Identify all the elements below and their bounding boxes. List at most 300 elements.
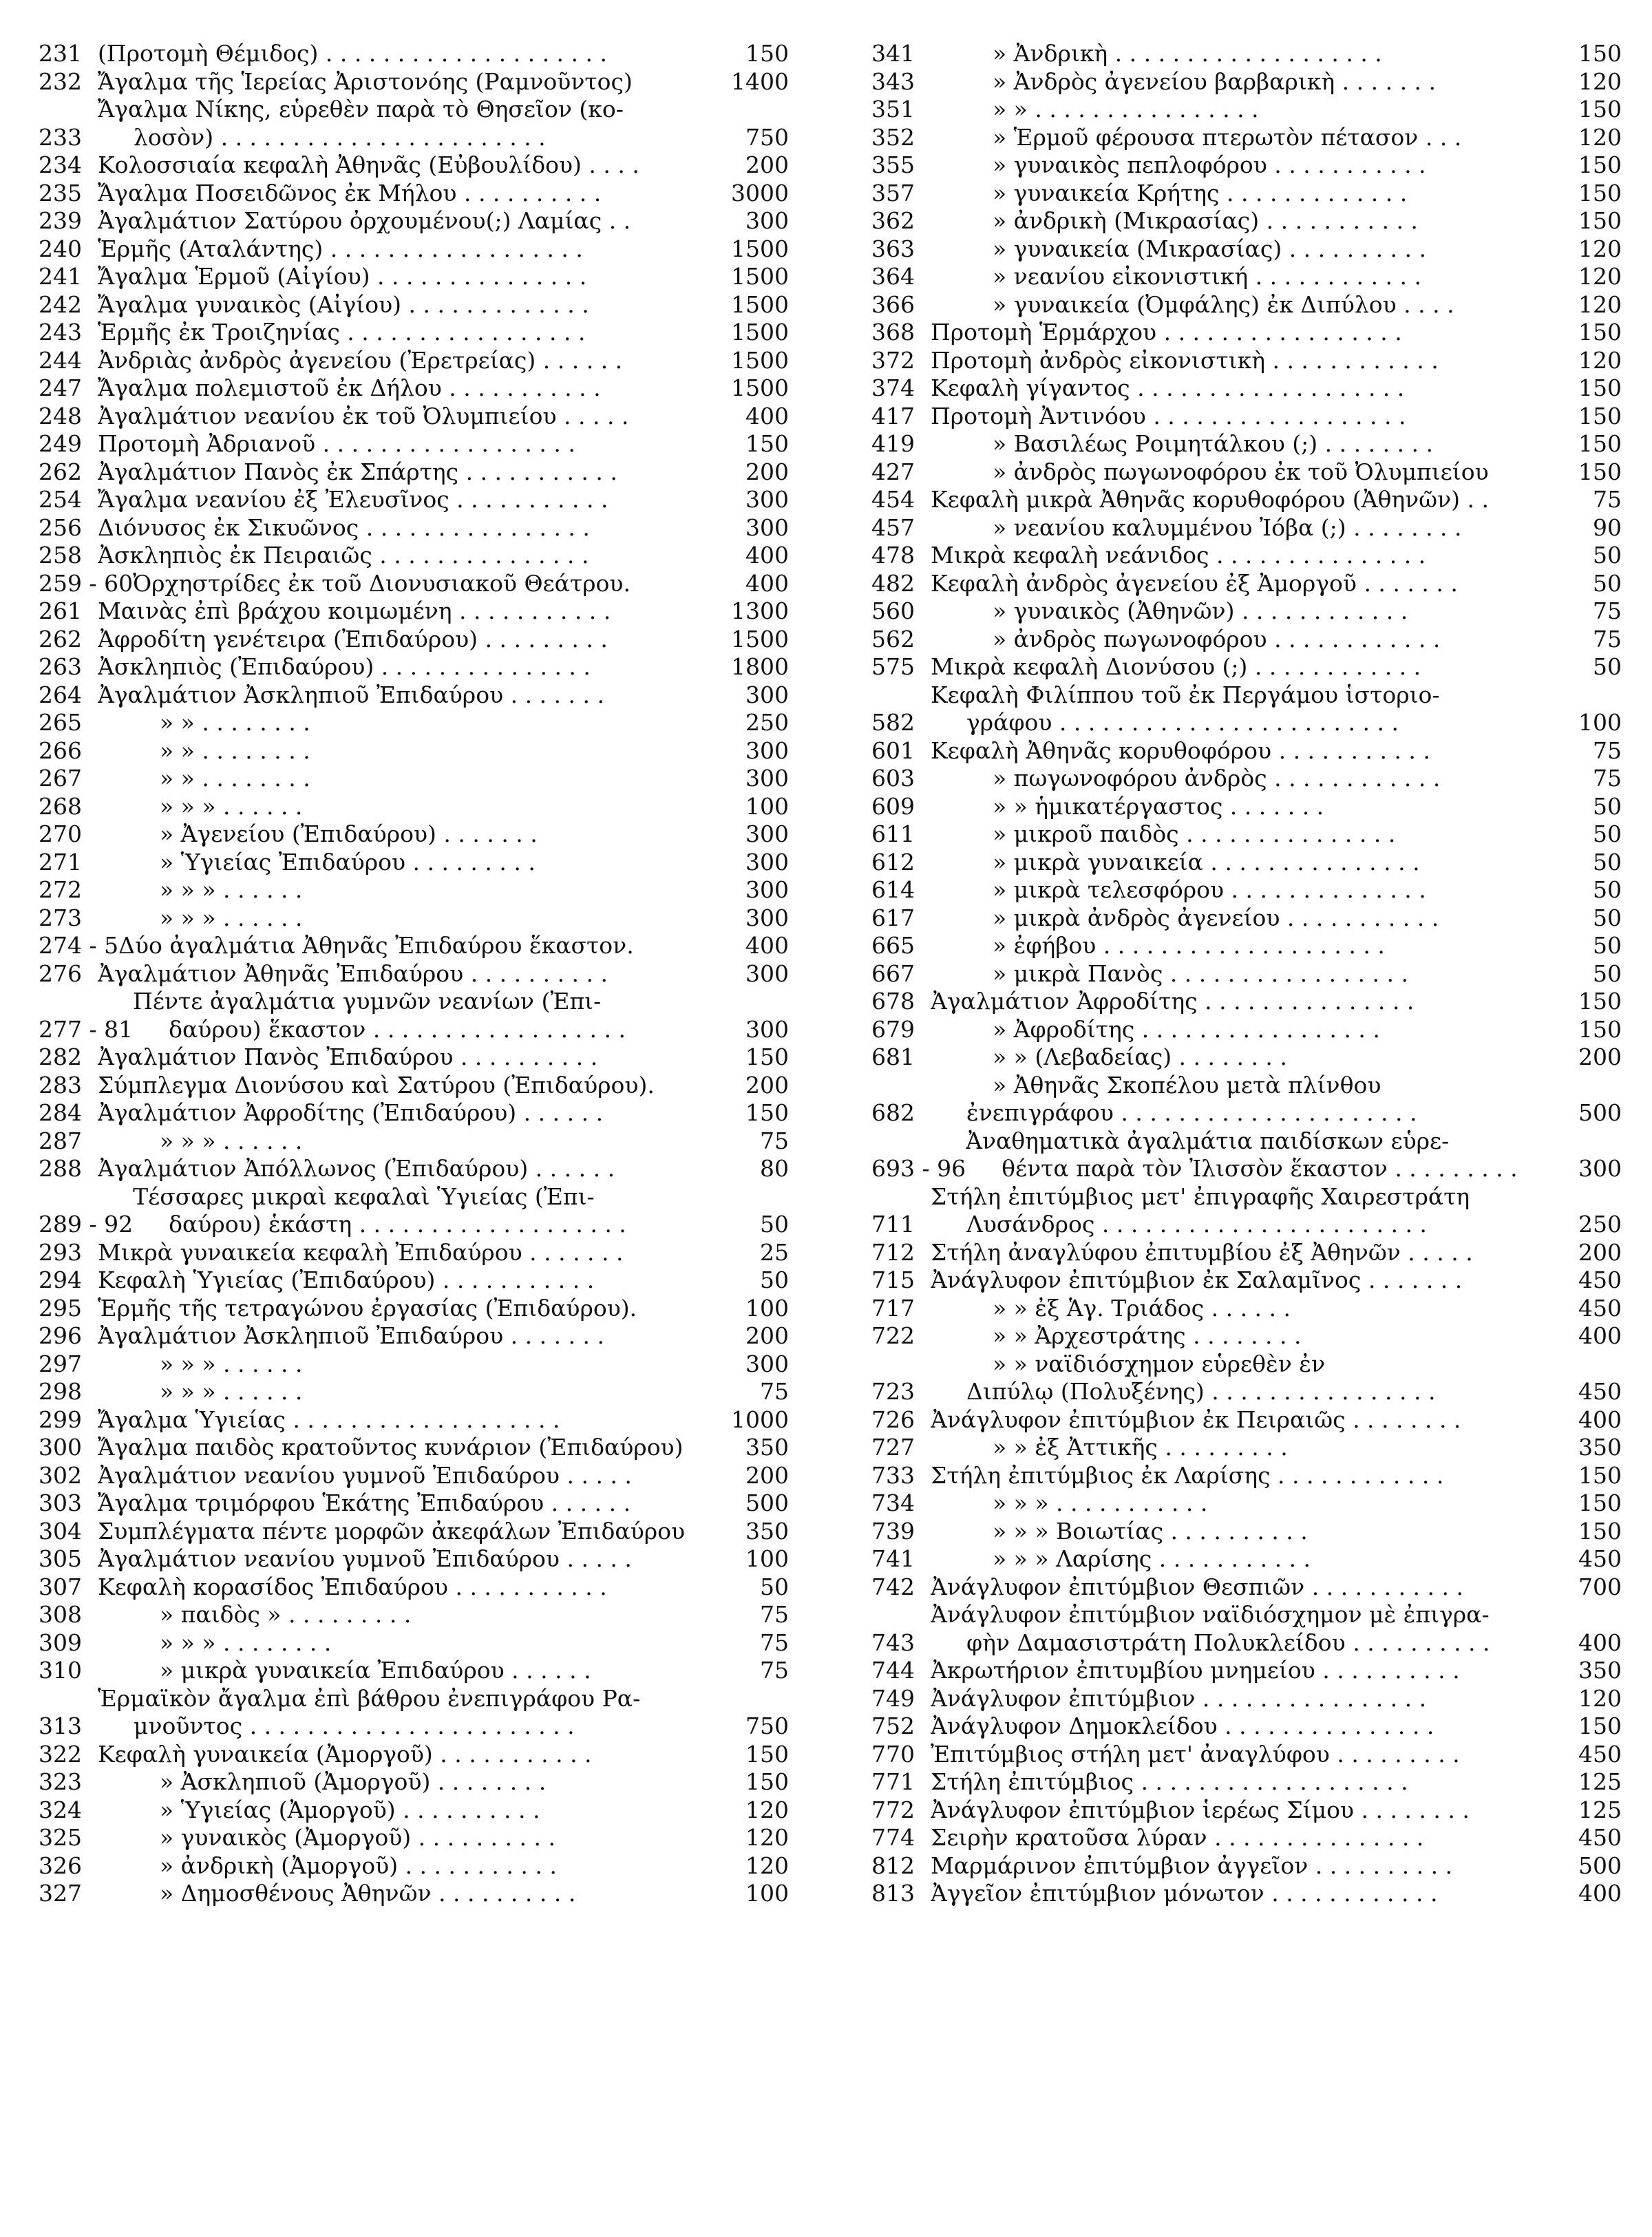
catalogue-entry [871,904,1622,933]
catalogue-entry [871,597,1622,626]
entry-description-line: » » ἐξ Ἀττικῆς . . . . . . . . . [993,1434,1288,1461]
entry-number: 235 [39,179,82,206]
catalogue-entry [39,1127,789,1156]
entry-price: 90 [1593,513,1622,541]
entry-price: 200 [745,1461,789,1489]
entry-description-line: Ἀνάγλυφον ἐπιτύμβιον Θεσπιῶν . . . . . . . . . . . [931,1573,1463,1600]
entry-price: 50 [1593,876,1622,903]
entry-number: 743 [871,1629,915,1656]
catalogue-entry [871,68,1622,96]
entry-number: 739 [871,1517,915,1545]
entry-price: 125 [1578,1768,1622,1795]
entry-price: 300 [745,848,789,876]
catalogue-entry [871,1796,1622,1825]
entry-description-line: λοσὸν) . . . . . . . . . . . . . . . . . . . . . . . [134,123,546,151]
catalogue-entry [871,458,1622,487]
entry-price: 450 [1578,1294,1622,1322]
entry-description [98,1295,723,1323]
entry-description-line: Κεφαλὴ ἀνδρὸς ἀγενείου ἐξ Ἀμοργοῦ . . . . . . . [931,569,1458,597]
entry-price: 750 [745,123,789,151]
entry-description-line: Ἀγαλμάτιον Σατύρου ὀρχουμένου(;) Λαμίας . . [98,207,631,234]
entry-number: 259 - 60 [39,569,134,597]
entry-number: 364 [871,263,915,290]
catalogue-entry [871,960,1622,988]
entry-description-line: Κεφαλὴ γυναικεία (Ἀμοργοῦ) . . . . . . . . . . . [98,1740,592,1768]
catalogue-entry [871,1239,1622,1267]
entry-number: 812 [871,1852,915,1879]
catalogue-entry [871,1741,1622,1769]
catalogue-entry [39,1741,789,1769]
entry-number: 419 [871,430,915,457]
entry-description [931,960,1556,988]
entry-description [931,1266,1556,1295]
entry-description [931,291,1556,319]
entry-number: 614 [871,876,915,903]
entry-description-line: » » (Λεβαδείας) . . . . . . . . [993,1043,1287,1070]
entry-number: 478 [871,542,915,569]
entry-number: 273 [39,904,82,931]
entry-description [931,124,1556,152]
entry-price: 300 [745,681,789,708]
catalogue-entry [39,876,789,904]
entry-description-line: Μαινὰς ἐπὶ βράχου κοιμωμένη . . . . . . . . . . . [98,597,611,624]
entry-description-line: » Δημοσθένους Ἀθηνῶν . . . . . . . . . . [160,1880,576,1907]
entry-description [931,1573,1556,1602]
entry-number: 262 [39,458,82,485]
entry-description-line: » » ἐξ Ἁγ. Τριάδος . . . . . . [993,1294,1291,1322]
entry-number: 357 [871,179,915,206]
catalogue-entry [871,1127,1622,1183]
entry-price: 150 [1578,40,1622,67]
entry-description-line: Κεφαλὴ γίγαντος . . . . . . . . . . . . . . . . . . . [931,374,1405,401]
entry-number: 366 [871,290,915,318]
catalogue-entry [39,932,789,960]
entry-description-line: » ἀνδρικὴ (Μικρασίας) . . . . . . . . . . . [993,207,1418,234]
entry-description [98,180,723,208]
entry-description [98,681,723,710]
entry-price: 1300 [731,597,789,624]
catalogue-entry [39,1518,789,1546]
entry-number: 611 [871,820,915,847]
catalogue-entry [871,849,1622,877]
entry-number: 712 [871,1238,915,1266]
entry-description [931,1657,1556,1685]
entry-description [931,263,1556,291]
catalogue-entry [871,1043,1622,1072]
catalogue-entry [871,1434,1622,1462]
entry-description [98,486,723,514]
entry-description-line: μνοῦντος . . . . . . . . . . . . . . . . . . . . . . . [134,1713,575,1739]
entry-description-line: Ἄγαλμα τριμόρφου Ἑκάτης Ἐπιδαύρου . . . . . . [98,1489,631,1516]
entry-price: 50 [1593,569,1622,597]
entry-price: 100 [745,1880,789,1907]
entry-price: 150 [1578,1713,1622,1739]
entry-description [98,849,723,877]
entry-price: 150 [1578,207,1622,234]
entry-price: 150 [1578,988,1622,1015]
entry-description [931,1239,1556,1267]
catalogue-entry [39,820,789,849]
entry-description-line: ἐνεπιγράφου . . . . . . . . . . . . . . . . . . . . . [966,1099,1417,1126]
left-column [39,40,789,1908]
catalogue-entry [871,626,1622,654]
entry-number: 363 [871,235,915,262]
entry-description [931,235,1556,264]
entry-description-line: Ἀγαλμάτιον Πανὸς Ἐπιδαύρου . . . . . . . . . . [98,1043,598,1070]
entry-description-line: » » » . . . . . . [160,1127,303,1154]
entry-price: 500 [1578,1099,1622,1126]
catalogue-entry [39,988,789,1043]
entry-number: 288 [39,1155,82,1182]
catalogue-entry [871,1713,1622,1741]
entry-description-line: Ἀγαλμάτιον Ἀπόλλωνος (Ἐπιδαύρου) . . . . . . [98,1155,615,1182]
entry-price: 400 [1578,1406,1622,1433]
entry-number: 601 [871,736,915,764]
entry-description [98,235,723,264]
catalogue-entry [39,319,789,347]
entry-description [931,96,1556,124]
catalogue-entry [871,988,1622,1016]
entry-price: 300 [745,876,789,903]
entry-description-line: Ἀγαλμάτιον νεανίου γυμνοῦ Ἐπιδαύρου . . . . . [98,1461,632,1489]
entry-price: 50 [1593,653,1622,680]
catalogue-entry [39,514,789,542]
entry-price: 50 [1593,542,1622,569]
entry-price: 150 [745,1099,789,1126]
entry-description-line: Δύο ἀγαλμάτια Ἀθηνᾶς Ἐπιδαύρου ἕκαστον. [118,932,634,959]
entry-number: 302 [39,1461,82,1489]
entry-description-line: Μικρὰ κεφαλὴ Διονύσου (;) . . . . . . . . . . . . [931,653,1421,680]
entry-number: 266 [39,736,82,764]
entry-description [98,876,723,904]
entry-description-line: Πέντε ἀγαλμάτια γυμνῶν νεανίων (Ἐπι- [133,988,602,1015]
entry-price: 300 [745,736,789,764]
entry-description [931,1545,1556,1573]
catalogue-entry [871,765,1622,793]
entry-description [98,1518,723,1546]
entry-price: 50 [760,1266,789,1293]
entry-price: 1500 [731,374,789,401]
entry-description [931,1741,1556,1769]
catalogue-entry [39,626,789,654]
entry-price: 120 [1578,263,1622,290]
entry-description-line: » Ἀνδρὸς ἀγενείου βαρβαρικὴ . . . . . . . [993,67,1437,95]
entry-description-line: Ἀκρωτήριον ἐπιτυμβίου μνημείου . . . . . . . . . . [931,1657,1460,1684]
entry-description-line: » Ἀσκληπιοῦ (Ἀμοργοῦ) . . . . . . . . [160,1768,547,1795]
entry-number: 240 [39,235,82,262]
entry-price: 120 [1578,235,1622,262]
entry-description-line: Κεφαλὴ κορασίδος Ἐπιδαύρου . . . . . . . . . . . [98,1573,607,1600]
entry-description-line: Στήλη ἐπιτύμβιος ἐκ Λαρίσης . . . . . . . . . . . . [931,1461,1444,1489]
entry-description-line: » » » . . . . . . [160,1350,303,1377]
entry-description [98,1072,723,1100]
entry-price: 350 [745,1517,789,1545]
entry-description [98,1601,723,1629]
entry-description [931,1824,1556,1852]
entry-description-line: » Ὑγιείας Ἐπιδαύρου . . . . . . . . . [160,848,536,876]
catalogue-entry [871,1072,1622,1127]
entry-description-line: Κεφαλὴ μικρὰ Ἀθηνᾶς κορυθοφόρου (Ἀθηνῶν) . . [931,486,1489,513]
entry-price: 250 [1578,1211,1622,1238]
entry-price: 150 [1578,1015,1622,1043]
catalogue-entry [871,374,1622,403]
entry-number: 368 [871,319,915,346]
entry-description [931,347,1556,375]
entry-price: 450 [1578,1824,1622,1851]
entry-description [931,1601,1556,1657]
entry-description-line: Προτομὴ Ἀδριανοῦ . . . . . . . . . . . . . . . . . . [98,430,575,457]
entry-number: 313 [39,1713,82,1739]
entry-description-line: » ἀνδρικὴ (Ἀμοργοῦ) . . . . . . . . . . . [160,1852,557,1879]
entry-description [98,793,723,821]
catalogue-entry [39,151,789,180]
catalogue-entry [39,1378,789,1406]
entry-price: 150 [1578,1517,1622,1545]
entry-number: 362 [871,207,915,234]
entry-number: 726 [871,1406,915,1433]
catalogue-entry [39,597,789,626]
entry-description-line: Ἀγαλμάτιον Ἀσκληπιοῦ Ἐπιδαύρου . . . . . . . [98,1322,604,1349]
entry-price: 120 [1578,67,1622,95]
catalogue-entry [39,681,789,710]
catalogue-entry [39,430,789,458]
entry-description [931,1434,1556,1462]
entry-description-line: Ἀγαλμάτιον Πανὸς ἐκ Σπάρτης . . . . . . . . . . . [98,458,617,485]
entry-price: 400 [745,542,789,569]
catalogue-entry [39,1043,789,1072]
entry-description [931,151,1556,180]
entry-price: 300 [1578,1155,1622,1182]
catalogue-entry [39,960,789,988]
catalogue-entry [39,1295,789,1323]
catalogue-entry [871,1824,1622,1852]
catalogue-entry [39,1601,789,1629]
catalogue-entry [871,1016,1622,1044]
entry-price: 250 [745,709,789,736]
catalogue-entry [39,1880,789,1908]
entry-number: 609 [871,792,915,820]
entry-description-line: Ἄγαλμα Νίκης, εὑρεθὲν παρὰ τὸ Θησεῖον (κο- [98,96,624,123]
entry-description [931,207,1556,235]
entry-description [931,514,1556,542]
entry-description-line: Σειρὴν κρατοῦσα λύραν . . . . . . . . . . . . . . . [931,1824,1424,1851]
entry-price: 75 [1593,765,1622,792]
entry-description-line: Ἀνάγλυφον ἐπιτύμβιον ἐκ Πειραιῶς . . . . . . . . [931,1406,1461,1433]
entry-description-line: Μαρμάρινον ἐπιτύμβιον ἀγγεῖον . . . . . . . . . . [931,1852,1453,1879]
catalogue-entry [39,570,789,598]
entry-description-line: Ἀγαλμάτιον νεανίου ἐκ τοῦ Ὀλυμπιείου . . . . . [98,402,629,430]
entry-description [98,1155,723,1183]
entry-description [98,1657,723,1685]
entry-description-line: Ἀνάγλυφον ἐπιτύμβιον ἱερέως Σίμου . . . . . . . . [931,1796,1470,1823]
entry-description [98,1350,723,1379]
entry-description-line: Προτομὴ Ἀντινόου . . . . . . . . . . . . . . . . . . [931,402,1406,430]
entry-description [98,291,723,319]
catalogue-entry [39,1322,789,1350]
entry-description [931,403,1556,431]
catalogue-entry [871,1266,1622,1295]
entry-description-line: » γυναικὸς (Ἀμοργοῦ) . . . . . . . . . . [160,1824,555,1851]
entry-price: 120 [1578,290,1622,318]
entry-description-line: Ἄγαλμα νεανίου ἐξ Ἐλευσῖνος . . . . . . . . . . . [98,486,608,513]
catalogue-entry [871,570,1622,598]
entry-price: 80 [760,1155,789,1182]
catalogue-entry [871,1768,1622,1796]
entry-description-line: Ἀγγεῖον ἐπιτύμβιον μόνωτον . . . . . . . . . . . . [931,1880,1438,1907]
entry-description [931,876,1556,904]
entry-description [931,1322,1556,1350]
catalogue-entry [39,737,789,765]
entry-price: 150 [745,40,789,67]
entry-description [931,988,1556,1016]
entry-price: 100 [745,1545,789,1572]
entry-price: 75 [760,1629,789,1656]
catalogue-entry [39,1099,789,1127]
entry-price: 120 [1578,123,1622,151]
catalogue-entry [39,374,789,403]
entry-description [931,1043,1556,1072]
entry-description [931,932,1556,960]
entry-description-line: » γυναικεία (Ὀμφάλης) ἐκ Διπύλου . . . . [993,290,1454,318]
catalogue-entry [39,1657,789,1685]
entry-description [931,180,1556,208]
entry-number: 343 [871,67,915,95]
entry-number: 270 [39,820,82,847]
entry-price: 1500 [731,319,789,346]
entry-description [98,1099,723,1127]
entry-description [931,653,1556,681]
entry-price: 50 [760,1211,789,1238]
entry-number: 243 [39,319,82,346]
entry-description-line: Λυσάνδρος . . . . . . . . . . . . . . . . . . . . . . . [966,1211,1427,1238]
entry-price: 400 [745,569,789,597]
catalogue-entry [871,514,1622,542]
entry-price: 25 [760,1238,789,1266]
entry-price: 3000 [731,179,789,206]
entry-description-line: » » . . . . . . . . [160,709,310,736]
entry-price: 350 [1578,1657,1622,1684]
entry-price: 1500 [731,290,789,318]
entry-number: 244 [39,346,82,374]
catalogue-entry [871,1489,1622,1518]
entry-description-line: » παιδὸς » . . . . . . . . . [160,1601,412,1628]
entry-description [98,151,723,180]
catalogue-entry [871,1295,1622,1323]
entry-price: 350 [745,1434,789,1461]
catalogue-entry [871,1573,1622,1602]
entry-description [931,430,1556,458]
entry-description [931,1016,1556,1044]
entry-number: 239 [39,207,82,234]
catalogue-entry [39,1239,789,1267]
entry-description [98,904,723,933]
catalogue-entry [871,263,1622,291]
entry-number: 325 [39,1824,82,1851]
entry-number: 341 [871,40,915,67]
entry-number: 258 [39,542,82,569]
entry-description-line: Ἀνάγλυφον ἐπιτύμβιον ναϊδιόσχημον μὲ ἐπιγρα- [931,1601,1490,1628]
entry-number: 249 [39,430,82,457]
entry-number: 679 [871,1015,915,1043]
catalogue-entry [39,542,789,570]
entry-price: 75 [760,1657,789,1684]
entry-description-line: Στήλη ἀναγλύφου ἐπιτυμβίου ἐξ Ἀθηνῶν . . . . . [931,1238,1473,1266]
catalogue-entry [871,542,1622,570]
entry-number: 309 [39,1629,82,1656]
entry-number: 308 [39,1601,82,1628]
catalogue-entry [39,904,789,933]
entry-description-line: Κεφαλὴ Φιλίππου τοῦ ἐκ Περγάμου ἱστοριο- [931,681,1440,708]
entry-number: 233 [39,123,82,151]
entry-price: 450 [1578,1266,1622,1293]
entry-number: 299 [39,1406,82,1433]
entry-number: 774 [871,1824,915,1851]
entry-number: 711 [871,1211,915,1238]
entry-description-line: Ἀγαλμάτιον Ἀθηνᾶς Ἐπιδαύρου . . . . . . . . . . [98,960,608,987]
entry-description [931,1796,1556,1825]
entry-description [98,40,723,68]
entry-description-line: Σύμπλεγμα Διονύσου καὶ Σατύρου (Ἐπιδαύρου). [98,1071,655,1099]
entry-description [931,40,1556,68]
entry-description-line: » νεανίου καλυμμένου Ἰόβα (;) . . . . . . . . [993,513,1462,541]
entry-description [98,1322,723,1350]
catalogue-entry [39,458,789,487]
catalogue-entry [871,820,1622,849]
entry-description-line: » Ἀφροδίτης . . . . . . . . . . . . . . . . . [993,1015,1380,1043]
entry-description-line: δαύρου) ἕκαστον . . . . . . . . . . . . . . . . . . [169,1015,626,1043]
catalogue-entry [39,40,789,68]
entry-description-line: » μικρὰ τελεσφόρου . . . . . . . . . . . . . . [993,876,1426,903]
entry-number: 417 [871,402,915,430]
entry-description-line: » Ἀθηνᾶς Σκοπέλου μετὰ πλίνθου [993,1071,1381,1099]
catalogue-entry [39,1155,789,1183]
entry-price: 150 [1578,430,1622,457]
entry-description [931,681,1556,737]
entry-description [931,374,1556,403]
entry-description [98,1629,723,1657]
entry-description [98,96,723,151]
entry-price: 300 [745,486,789,513]
entry-description-line: » μικρὰ ἀνδρὸς ἀγενείου . . . . . . . . . . . [993,904,1439,931]
entry-number: 298 [39,1378,82,1405]
entry-description-line: Κεφαλὴ Ὑγιείας (Ἐπιδαύρου) . . . . . . . . . . . [98,1266,595,1293]
catalogue-entry [871,124,1622,152]
entry-number: 267 [39,765,82,792]
entry-description-line: Ἀσκληπιὸς ἐκ Πειραιῶς . . . . . . . . . . . . . . . [98,542,589,569]
entry-number: 772 [871,1796,915,1823]
entry-price: 120 [745,1852,789,1879]
entry-number: 254 [39,486,82,513]
entry-number: 310 [39,1657,82,1684]
entry-description-line: Μικρὰ γυναικεία κεφαλὴ Ἐπιδαύρου . . . . . . . [98,1238,624,1266]
entry-description [98,709,723,737]
entry-description [98,1545,723,1573]
entry-number: 560 [871,597,915,624]
catalogue-entry [39,1629,789,1657]
entry-price: 125 [1578,1796,1622,1823]
entry-description-line: Ἀναθηματικὰ ἀγαλμάτια παιδίσκων εὑρε- [966,1127,1450,1154]
entry-number: 284 [39,1099,82,1126]
entry-description-line: » » » . . . . . . [160,792,303,820]
entry-number: 300 [39,1434,82,1461]
entry-number: 294 [39,1266,82,1293]
entry-description-line: Ἄγαλμα Ποσειδῶνος ἐκ Μήλου . . . . . . . . . . [98,179,602,206]
entry-description [98,1266,723,1295]
entry-number: 723 [871,1378,915,1405]
catalogue-entry [39,347,789,375]
catalogue-entry [871,653,1622,681]
entry-price: 150 [1578,1489,1622,1516]
